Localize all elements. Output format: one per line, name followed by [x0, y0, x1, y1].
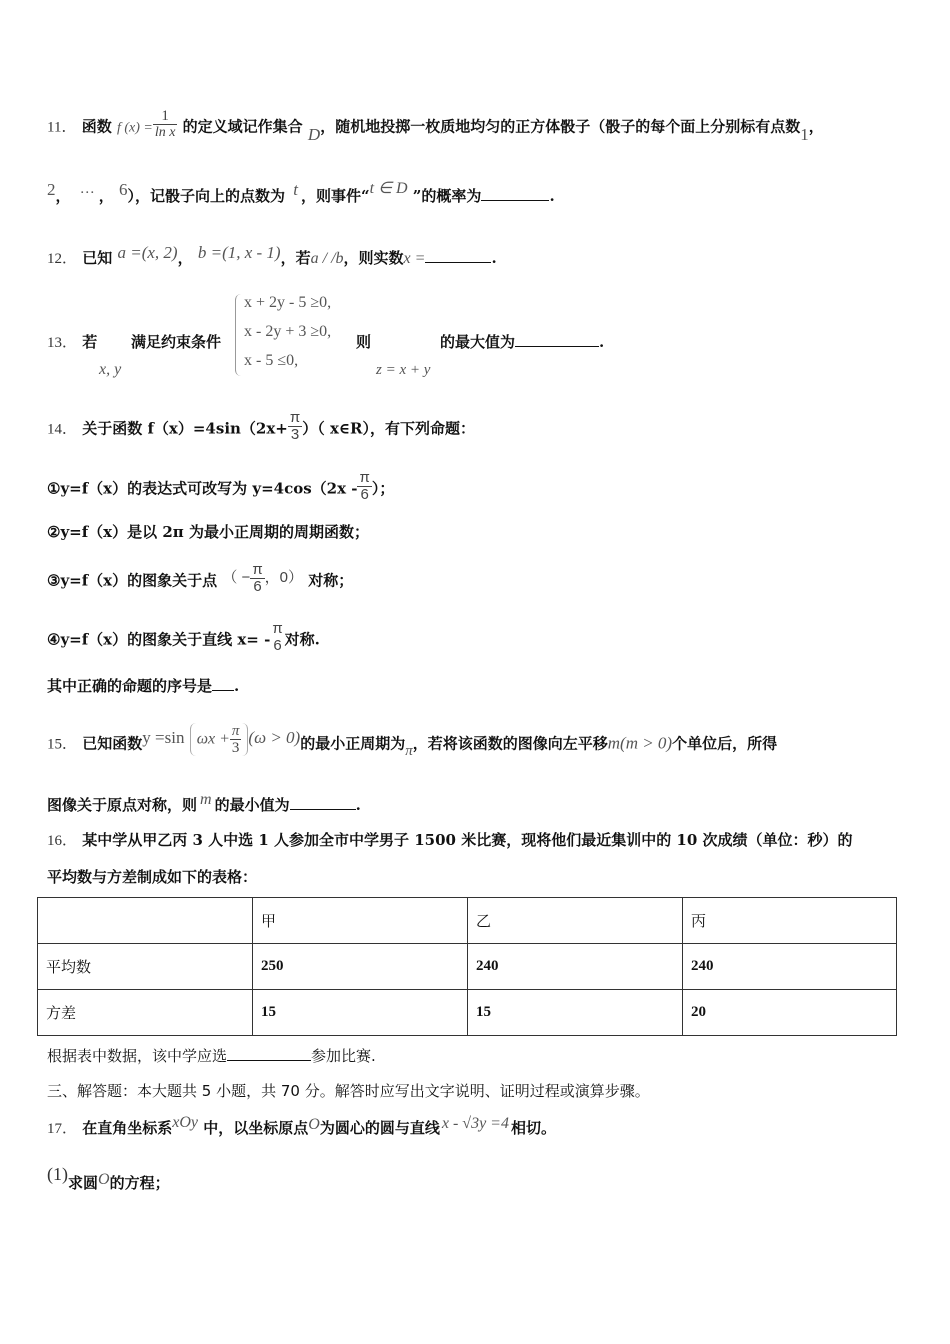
q16-number: 16． [47, 833, 78, 849]
q11-event: t ∈ D [369, 180, 408, 197]
q14-ask-end: . [234, 677, 240, 695]
q13-line [47, 332, 97, 353]
q16-text1: 某中学从甲乙丙 3 人中选 1 人参加全市中学男子 1500 米比赛，现将他们最近集训中的 10 次成绩（单位：秒）的 [82, 831, 853, 849]
q14-p4-b: 对称. [284, 630, 320, 649]
q14-p3-den: 6 [250, 578, 264, 595]
q12-parallel: a / /b [310, 250, 344, 267]
q17-text3: 为圆心的圆与直线 [319, 1119, 440, 1137]
q13-constraint-1: x + 2y - 5 ≥0, [244, 294, 332, 311]
q14-p3-num: π [252, 561, 263, 578]
q11-comma: ， [808, 117, 824, 136]
q14-p4-a: ④y=f（x）的图象关于直线 x= - [47, 630, 271, 649]
q13-constraint-3: x - 5 ≤0, [244, 352, 299, 369]
q14-number: 14． [47, 421, 78, 438]
q14-p1-b: ）； [371, 479, 395, 498]
q11-frac-num: 1 [161, 108, 169, 124]
table-header-row [38, 898, 897, 944]
q16-table [37, 897, 897, 1036]
q16-line2: 平均数与方差制成如下的表格： [47, 868, 258, 886]
q14-proposition-1 [47, 469, 395, 503]
q14-p4-fraction [270, 621, 284, 654]
q11-dots: … [79, 181, 95, 197]
q14-p1-num: π [359, 469, 370, 486]
q14-proposition-3 [47, 561, 354, 595]
q13-end: . [599, 333, 605, 351]
q12-vector-b: b =(1, x - 1) [197, 243, 281, 262]
q11-answer-blank[interactable] [481, 186, 549, 201]
q13-constraint-2: x - 2y + 3 ≥0, [244, 323, 332, 340]
q14-p3-fraction [250, 562, 264, 595]
table-row [38, 944, 897, 990]
q15-text1: 已知函数 [82, 734, 143, 753]
q15-func-inner: ωx + [196, 730, 230, 748]
q13-number: 13． [47, 335, 78, 351]
q16-answer-blank[interactable] [227, 1046, 311, 1061]
table-cell: 方差 [38, 990, 253, 1036]
q14-frac-num: π [289, 409, 301, 426]
q17-part1-text2: 的方程； [109, 1174, 170, 1192]
q12-end: . [491, 249, 497, 267]
q15-text3: ，若将该函数的图像向左平移 [412, 734, 608, 753]
q15-number: 15． [47, 736, 78, 753]
q13-tail [440, 332, 604, 352]
q11-text: 函数 [81, 117, 112, 136]
q11-two: 2 [47, 180, 56, 199]
q14-p4-num: π [272, 620, 283, 637]
q11-line2 [47, 180, 555, 207]
table-cell: 240 [683, 944, 897, 990]
q14-p3-open: （ − [222, 568, 251, 586]
q15-end: . [355, 796, 361, 814]
table-cell: 250 [253, 944, 468, 990]
q12-sep: ， [177, 249, 193, 267]
q15-frac-num: π [231, 723, 240, 739]
q14-frac-den: 3 [288, 426, 302, 443]
q12-vector-a: a =(x, 2) [117, 243, 178, 262]
q13-text4: 的最大值为 [440, 333, 516, 351]
q17-part1-text1: 求圆 [68, 1174, 99, 1192]
q11-text2: 的定义域记作集合 [182, 117, 303, 136]
q11-text3: ，随机地投掷一枚质地均匀的正方体骰子（骰子的每个面上分别标有点数 [320, 117, 801, 136]
q14-stem [47, 409, 475, 443]
q12-x-eq: x = [403, 250, 426, 267]
q15-fraction [230, 723, 242, 756]
q15-frac-den: 3 [230, 739, 242, 756]
q15-line1 [47, 723, 778, 759]
q11-fraction [153, 108, 178, 141]
q14-proposition-4 [47, 620, 320, 654]
q14-p1-den: 6 [357, 486, 371, 503]
q15-text2: 的最小正周期为 [300, 734, 406, 753]
q17-part1-O: O [98, 1171, 110, 1188]
q11-line2-text3: ”的概率为 [412, 187, 482, 205]
q12-text2: ，若 [280, 249, 311, 267]
q17-text1: 在直角坐标系 [82, 1119, 173, 1137]
q14-question [47, 676, 239, 696]
q12-text3: ，则实数 [343, 249, 404, 267]
q11-six: 6 [119, 180, 128, 199]
q12-number: 12． [47, 251, 78, 267]
table-header-cell [38, 898, 253, 944]
q13-constraint-system [235, 292, 355, 380]
q15-line2 [47, 791, 361, 816]
q13-text1: 若 [82, 333, 98, 351]
q14-fraction [288, 410, 302, 443]
table-cell: 15 [253, 990, 468, 1036]
q14-ask: 其中正确的命题的序号是 [47, 677, 213, 695]
q15-answer-blank[interactable] [290, 795, 356, 810]
q11-func: f (x) = [116, 120, 153, 136]
q15-text4: 个单位后，所得 [672, 734, 778, 753]
q17-text2: 中，以坐标原点 [203, 1119, 309, 1137]
q12-line [47, 243, 497, 269]
q15-line2-text1: 图像关于原点对称，则 [47, 796, 198, 814]
q15-line2-text2: 的最小值为 [214, 796, 290, 814]
q17-line-eq: x - √3y =4 [441, 1115, 509, 1132]
q11-set-D: D [307, 124, 321, 144]
q14-answer-blank[interactable] [212, 676, 234, 691]
q13-text3: 则 [356, 333, 372, 351]
table-header-cell: 丙 [683, 898, 897, 944]
q17-number: 17． [47, 1121, 78, 1137]
q14-p3-b: 对称； [308, 571, 354, 590]
q15-m: m [200, 791, 212, 808]
q14-p1-fraction [357, 470, 371, 503]
q11-line1 [47, 108, 824, 144]
q13-vars: x, y [99, 361, 122, 378]
q13-answer-blank[interactable] [515, 332, 599, 347]
q12-text1: 已知 [82, 249, 113, 267]
q14-stem-b: ）（ x∈R），有下列命题： [302, 419, 475, 438]
table-header-cell: 甲 [253, 898, 468, 944]
q17-part1 [47, 1164, 170, 1194]
q15-shift: m(m > 0) [607, 733, 673, 753]
q17-text4: 相切。 [510, 1119, 556, 1137]
q17-line [47, 1114, 556, 1139]
table-cell: 20 [683, 990, 897, 1036]
q11-t: t [293, 180, 298, 199]
q12-answer-blank[interactable] [425, 248, 491, 263]
table-header-cell: 乙 [468, 898, 683, 944]
q16-after-a: 根据表中数据，该中学应选 [47, 1047, 228, 1065]
q15-condition: (ω > 0) [248, 727, 301, 747]
q11-line2-text1: ），记骰子向上的点数为 [127, 187, 286, 205]
q11-line2-text2: ，则事件“ [300, 187, 370, 205]
table-cell: 平均数 [38, 944, 253, 990]
q16-line1 [47, 830, 853, 851]
q17-part1-label: (1) [47, 1164, 68, 1184]
table-row [38, 990, 897, 1036]
q14-proposition-2: ②y=f（x）是以 2π 为最小正周期的周期函数； [47, 523, 369, 541]
q14-p1-a: ①y=f（x）的表达式可改写为 y=4cos（2x - [47, 479, 358, 498]
table-cell: 240 [468, 944, 683, 990]
q14-p3-close: ，0） [264, 568, 304, 586]
q17-coord: xOy [172, 1114, 199, 1131]
q15-period: π [405, 742, 413, 759]
q11-frac-den: ln x [154, 125, 176, 140]
section-3-title: 三、解答题：本大题共 5 小题，共 70 分。解答时应写出文字说明、证明过程或演算步骤。 [47, 1082, 650, 1100]
q11-end: . [549, 187, 555, 205]
q15-func: y =sin [142, 727, 185, 747]
q14-p4-den: 6 [270, 637, 284, 654]
q11-one: 1 [800, 124, 809, 144]
q16-after-b: 参加比赛. [311, 1047, 376, 1065]
q11-number: 11． [47, 119, 77, 136]
brace-icon [235, 294, 242, 376]
table-cell: 15 [468, 990, 683, 1036]
q16-after [47, 1045, 376, 1066]
q14-p3-a: ③y=f（x）的图象关于点 [47, 571, 218, 590]
q13-text2: 满足约束条件 [131, 333, 222, 351]
q14-stem-a: 关于函数 f（x）=4sin（2x+ [82, 419, 288, 438]
q11-sep2: ， [98, 187, 114, 205]
q11-sep1: ， [55, 187, 71, 205]
q15-paren-group [190, 723, 249, 756]
q13-objective: z = x + y [376, 362, 431, 378]
q17-origin: O [308, 1116, 320, 1133]
